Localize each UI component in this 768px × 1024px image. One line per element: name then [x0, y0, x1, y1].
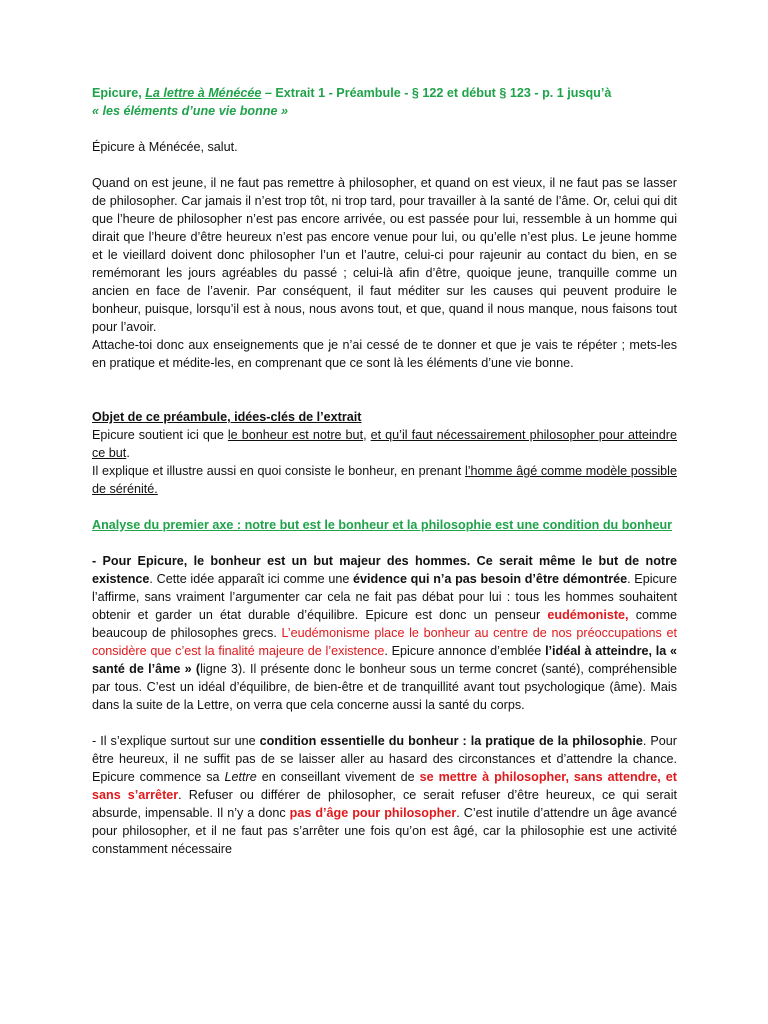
- bullet1-g: L’eudémonisme place le bonheur au centre de nos préoccupations et considère que c’est la finalité majeure de l’existence: [92, 626, 677, 658]
- header-author: Epicure,: [92, 86, 142, 100]
- section1-s1-b: le bonheur est notre but: [227, 428, 364, 442]
- bullet2-i: . C’est inutile d’attendre un âge avancé pour philosopher, et il ne faut pas s’arrêter une fois qu’on est âgé, car la philosophie est une activité constamment nécessaire: [92, 806, 677, 856]
- bullet-paragraph-1: [92, 552, 677, 714]
- section1-heading-text: Objet de ce préambule, idées-clés de l’extrait: [92, 410, 362, 424]
- section2-heading: [92, 516, 677, 534]
- section1-sentence-2: [92, 462, 677, 498]
- bullet1-a: - Pour Epicure, le bonheur est un but majeur des hommes. Ce serait même le but de notre existence: [92, 554, 677, 586]
- bullet1-d: . Epicure l’affirme, sans vraiment l’argumenter car cela ne fait pas débat pour lui : tous les hommes souhaitent obtenir et garder un état durable d’équilibre. Epicure est donc un penseur: [92, 572, 677, 622]
- bullet1-b: . Cette idée apparaît ici comme une: [149, 572, 354, 586]
- section1-s1-c: ,: [363, 428, 371, 442]
- section1-s2-b: l’homme âgé comme modèle possible de sérénité.: [92, 464, 677, 496]
- bullet2-g: . Refuser ou différer de philosopher, ce serait refuser d’être heureux, ce qui serait absurde, impensable. Il n’y a donc: [92, 788, 677, 820]
- header-work-title: La lettre à Ménécée: [145, 86, 262, 100]
- section1-s2-a: Il explique et illustre aussi en quoi consiste le bonheur, en prenant: [92, 464, 465, 478]
- section1-s1-e: .: [126, 446, 130, 460]
- bullet2-b: condition essentielle du bonheur : la pratique de la philosophie: [259, 734, 643, 748]
- bullet1-j: ligne 3). Il présente donc le bonheur sous un terme concret (santé), compréhensible par tous. C’est un idéal d’équilibre, de bien-être et de tranquillité avant tout psychologique (âme). Mais dans la suite de la Lettre, on verra que cela concerne aussi la santé du corps.: [92, 662, 677, 712]
- bullet2-f: se mettre à philosopher, sans attendre, et sans s’arrêter: [92, 770, 677, 802]
- bullet2-d: Lettre: [224, 770, 257, 784]
- header-rest: – Extrait 1 - Préambule - § 122 et début § 123 - p. 1 jusqu’à: [261, 86, 612, 100]
- bullet2-e: en conseillant vivement de: [256, 770, 420, 784]
- document-page: [92, 84, 677, 858]
- section2-heading-text: Analyse du premier axe : notre but est le bonheur et la philosophie est une condition du bonheur: [92, 518, 673, 532]
- bullet1-c: évidence qui n’a pas besoin d’être démontrée: [353, 572, 628, 586]
- section1-sentence-1: [92, 426, 677, 462]
- salutation: Épicure à Ménécée, salut.: [92, 140, 238, 154]
- extract-paragraph-2: Attache-toi donc aux enseignements que je n’ai cessé de te donner et que je vais te répéter ; mets-les en pratique et médite-les, en comprenant que ce sont là les éléments d’une vie bonne.: [92, 338, 677, 370]
- document-header: [92, 84, 677, 120]
- bullet-paragraph-2: [92, 732, 677, 858]
- bullet2-a: - Il s’explique surtout sur une: [92, 734, 260, 748]
- section1-s1-d: et qu’il faut nécessairement philosopher pour atteindre ce but: [92, 428, 678, 460]
- section1-heading: [92, 408, 677, 426]
- bullet1-i: l’idéal à atteindre, la « santé de l’âme » (: [92, 644, 678, 676]
- section1-s1-a: Epicure soutient ici que: [92, 428, 228, 442]
- bullet1-f: comme beaucoup de philosophes grecs.: [92, 608, 677, 640]
- extract-paragraph-1: Quand on est jeune, il ne faut pas remettre à philosopher, et quand on est vieux, il ne faut pas se lasser de philosopher. Car jamais il n’est trop tôt, ni trop tard, pour travailler à la santé de l’âme. Or, celui qui dit que l’heure de philosopher n’est pas encore arrivée, ou est passée pour lui, ressemble à un homme qui dirait que l’heure d’être heureux n’est pas encore venue pour lui, ou qu’elle n’est plus. Le jeune homme et le vieillard doivent donc philosopher l’un et l’autre, celui-ci pour rajeunir au contact du bien, en se remémorant les jours agréables du passé ; celui-là afin d’être, quoique jeune, tranquille comme un ancien en face de l’avenir. Par conséquent, il faut méditer sur les causes qui peuvent produire le bonheur, puisque, lorsqu’il est à nous, nous avons tout, et que, quand il nous manque, nous faisons tout pour l’avoir.: [92, 176, 677, 334]
- bullet2-h: pas d’âge pour philosopher: [289, 806, 457, 820]
- bullet1-e: eudémoniste,: [547, 608, 629, 622]
- bullet2-c: . Pour être heureux, il ne suffit pas de se laisser aller au hasard des circonstances et d’attendre la chance. Epicure commence sa: [92, 734, 677, 784]
- bullet1-h: . Epicure annonce d’emblée: [384, 644, 546, 658]
- header-line2: « les éléments d’une vie bonne »: [92, 104, 288, 118]
